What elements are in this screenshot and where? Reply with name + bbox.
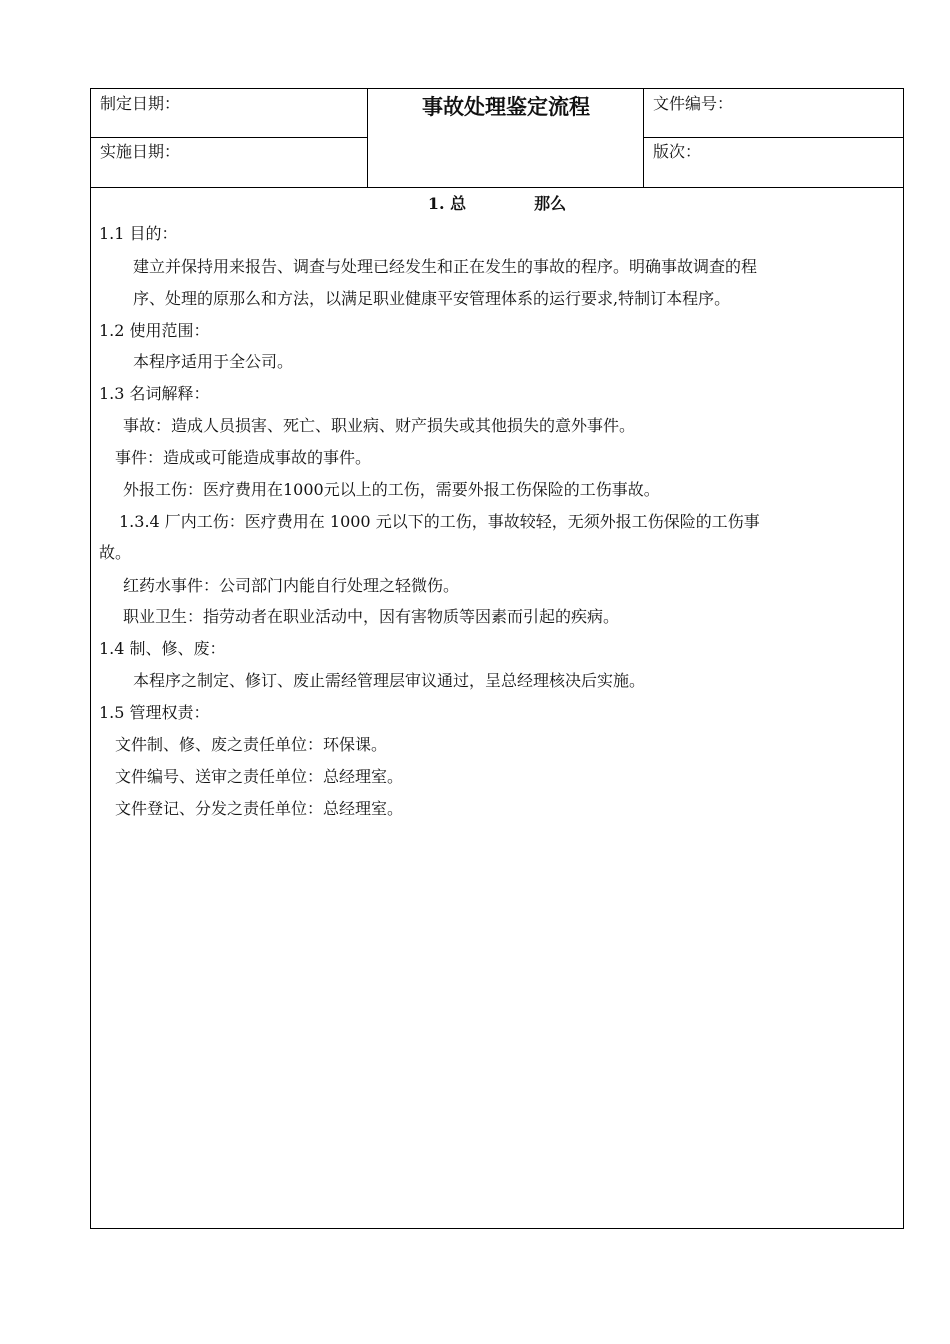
duty-item: 文件编号、送审之责任单位：总经理室。 <box>115 767 404 786</box>
term-internal-injury: 1.3.4 厂内工伤：医疗费用在 1000 元以下的工伤，事故较轻，无须外报工伤保险的工伤事 <box>119 512 760 531</box>
duty-item: 文件制、修、废之责任单位：环保课。 <box>115 735 388 754</box>
version-label: 版次： <box>653 142 702 161</box>
purpose-heading: 1.1 目的： <box>99 224 178 243</box>
divider <box>644 137 903 138</box>
header-table <box>91 89 903 188</box>
made-date-label: 制定日期： <box>100 94 181 113</box>
term-incident: 事件：造成或可能造成事故的事件。 <box>115 448 372 467</box>
purpose-text-line: 建立并保持用来报告、调查与处理已经发生和正在发生的事故的程序。明确事故调查的程 <box>133 257 758 276</box>
terms-heading: 1.3 名词解释： <box>99 384 210 403</box>
revision-heading: 1.4 制、修、废： <box>99 639 226 658</box>
term-minor-injury: 红药水事件：公司部门内能自行处理之轻微伤。 <box>123 576 460 595</box>
term-internal-injury-cont: 故。 <box>99 543 132 562</box>
purpose-text-line: 序、处理的原那么和方法，以满足职业健康平安管理体系的运行要求,特制订本程序。 <box>133 289 731 308</box>
section-title: 那么 <box>534 194 567 213</box>
duty-item: 文件登记、分发之责任单位：总经理室。 <box>115 799 404 818</box>
duty-heading: 1.5 管理权责： <box>99 703 210 722</box>
term-occupational-hygiene: 职业卫生：指劳动者在职业活动中，因有害物质等因素而引起的疾病。 <box>123 607 620 626</box>
document-title: 事故处理鉴定流程 <box>422 95 590 119</box>
divider <box>91 137 367 138</box>
term-accident: 事故：造成人员损害、死亡、职业病、财产损失或其他损失的意外事件。 <box>123 416 636 435</box>
revision-text: 本程序之制定、修订、废止需经管理层审议通过，呈总经理核决后实施。 <box>133 671 646 690</box>
section-number: 1. 总 <box>427 194 467 213</box>
document-frame <box>90 88 904 1229</box>
scope-heading: 1.2 使用范围： <box>99 321 210 340</box>
effective-date-label: 实施日期： <box>100 142 181 161</box>
doc-number-label: 文件编号： <box>653 94 734 113</box>
term-external-injury: 外报工伤：医疗费用在1000元以上的工伤，需要外报工伤保险的工伤事故。 <box>123 480 660 499</box>
scope-text: 本程序适用于全公司。 <box>133 352 294 371</box>
section-heading <box>91 193 903 215</box>
